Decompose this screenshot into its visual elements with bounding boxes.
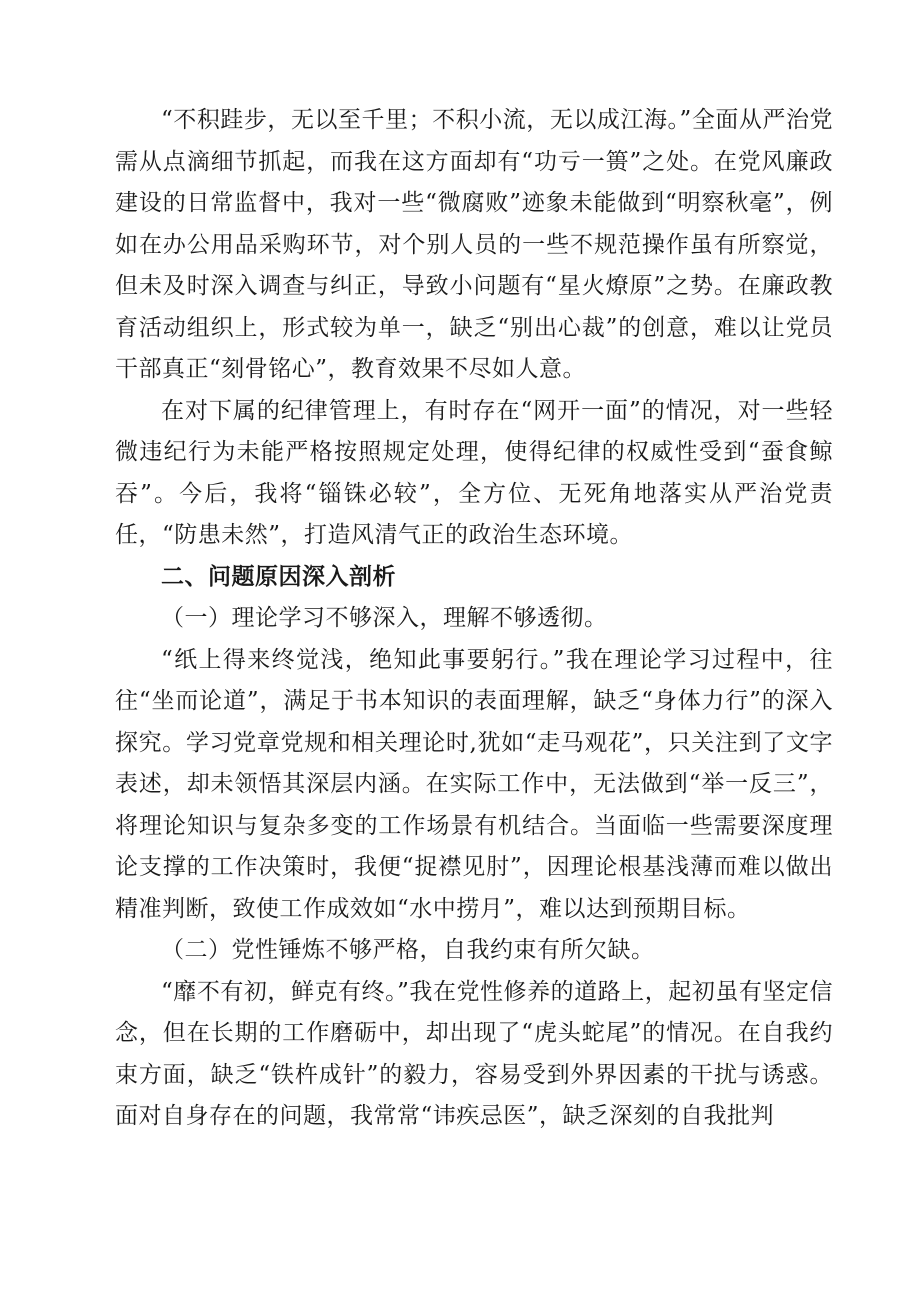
paragraph-party-spirit: “靡不有初，鲜克有终。”我在党性修养的道路上，起初虽有坚定信念，但在长期的工作磨砺中，却出现了“虎头蛇尾”的情况。在自我约束方面，缺乏“铁杵成针”的毅力，容易受到外界因素的干扰与诱惑。面对自身存在的问题，我常常“讳疾忌医”，缺乏深刻的自我批判 [115,978,833,1129]
subheading-theory-study: （一）理论学习不够深入，理解不够透彻。 [161,605,608,631]
document-body [115,100,833,1138]
subheading-party-spirit: （二）党性锤炼不够严格，自我约束有所欠缺。 [161,937,655,963]
paragraph-discipline-management: 在对下属的纪律管理上，有时存在“网开一面”的情况，对一些轻微违纪行为未能严格按照规定处理，使得纪律的权威性受到“蚕食鲸吞”。今后，我将“锱铢必较”，全方位、无死角地落实从严治党责任，“防患未然”，打造风清气正的政治生态环境。 [115,397,833,548]
paragraph-details-oversight: “不积跬步，无以至千里；不积小流，无以成江海。”全面从严治党需从点滴细节抓起，而我在这方面却有“功亏一篑”之处。在党风廉政建设的日常监督中，我对一些“微腐败”迹象未能做到“明察秋毫”，例如在办公用品采购环节，对个别人员的一些不规范操作虽有所察觉，但未及时深入调查与纠正，导致小问题有“星火燎原”之势。在廉政教育活动组织上，形式较为单一，缺乏“别出心裁”的创意，难以让党员干部真正“刻骨铭心”，教育效果不尽如人意。 [115,107,833,382]
paragraph-theory-study: “纸上得来终觉浅，绝知此事要躬行。”我在理论学习过程中，往往“坐而论道”，满足于书本知识的表面理解，缺乏“身体力行”的深入探究。学习党章党规和相关理论时,犹如“走马观花”，只关注到了文字表述，却未领悟其深层内涵。在实际工作中，无法做到“举一反三”，将理论知识与复杂多变的工作场景有机结合。当面临一些需要深度理论支撑的工作决策时，我便“捉襟见肘”，因理论根基浅薄而难以做出精准判断，致使工作成效如“水中捞月”，难以达到预期目标。 [115,646,833,922]
section-heading-cause-analysis: 二、问题原因深入剖析 [161,563,396,590]
